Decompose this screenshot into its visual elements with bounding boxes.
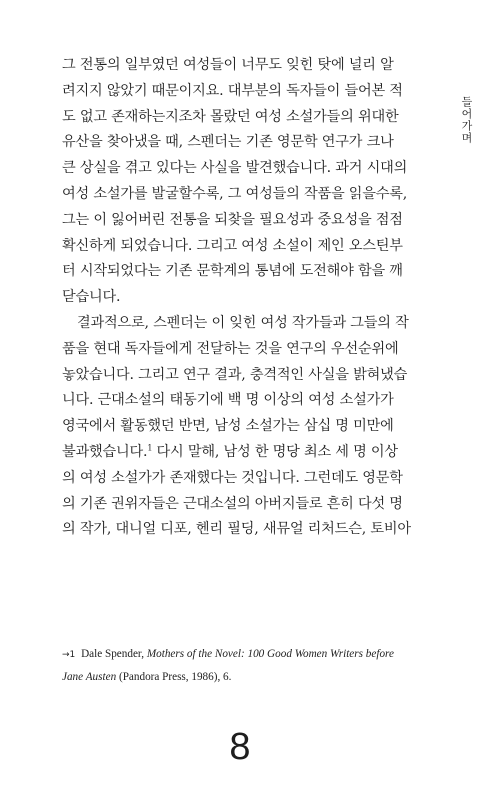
text-line: 의 작가, 대니얼 디포, 헨리 필딩, 새뮤얼 리처드슨, 토비아 bbox=[62, 521, 411, 538]
footnote-title: Mothers of the Novel: 100 Good Women Writers before Jane Austen bbox=[62, 648, 394, 683]
text-line: 유산을 찾아냈을 때, 스펜더는 기존 영문학 연구가 크나 bbox=[62, 134, 394, 151]
text-line: 닫습니다. bbox=[62, 289, 121, 306]
text-line: 품을 현대 독자들에게 전달하는 것을 연구의 우선순위에 bbox=[62, 340, 399, 357]
body-text bbox=[62, 53, 411, 543]
text-line: 니다. 근대소설의 태동기에 백 명 이상의 여성 소설가가 bbox=[62, 392, 394, 409]
text-line: 큰 상실을 겪고 있다는 사실을 발견했습니다. 과거 시대의 bbox=[62, 160, 408, 177]
footnote-reference[interactable]: 1 bbox=[147, 443, 153, 453]
text-line bbox=[62, 440, 402, 466]
running-head: 들어가며 bbox=[460, 96, 473, 144]
text-line: 영국에서 활동했던 반면, 남성 소설가는 삼십 명 미만에 bbox=[62, 418, 394, 435]
footnote-author: Dale Spender, bbox=[81, 648, 145, 660]
text-line: 결과적으로, 스펜더는 이 잊힌 여성 작가들과 그들의 작 bbox=[77, 314, 409, 331]
footnote bbox=[62, 643, 402, 688]
text-line: 그 전통의 일부였던 여성들이 너무도 잊힌 탓에 널리 알 bbox=[62, 57, 394, 73]
text-line: 놓았습니다. 그리고 연구 결과, 충격적인 사실을 밝혀냈습 bbox=[62, 366, 408, 383]
text-line: 그는 이 잃어버린 전통을 되찾을 필요성과 중요성을 점점 bbox=[62, 211, 403, 228]
text-line: 려지지 않았기 때문이지요. 대부분의 독자들이 들어본 적 bbox=[62, 82, 403, 99]
text-line: 터 시작되었다는 기존 문학계의 통념에 도전해야 함을 깨 bbox=[62, 263, 403, 280]
text-segment: 다시 말해, 남성 한 명당 최소 세 명 이상 bbox=[152, 443, 398, 460]
text-line: 의 여성 소설가가 존재했다는 것입니다. 그런데도 영문학 bbox=[62, 469, 403, 486]
footnote-marker: →1 bbox=[62, 650, 76, 660]
text-line: 확신하게 되었습니다. 그리고 여성 소설이 제인 오스틴부 bbox=[62, 237, 403, 254]
text-line: 도 없고 존재하는지조차 몰랐던 여성 소설가들의 위대한 bbox=[62, 108, 399, 125]
text-line: 의 기존 권위자들은 근대소설의 아버지들로 흔히 다섯 명 bbox=[62, 495, 403, 512]
footnote-publication: (Pandora Press, 1986), 6. bbox=[118, 671, 232, 683]
text-segment: 불과했습니다. bbox=[62, 443, 148, 460]
text-line: 여성 소설가를 발굴할수록, 그 여성들의 작품을 읽을수록, bbox=[62, 185, 408, 202]
page-number: 8 bbox=[229, 726, 251, 768]
